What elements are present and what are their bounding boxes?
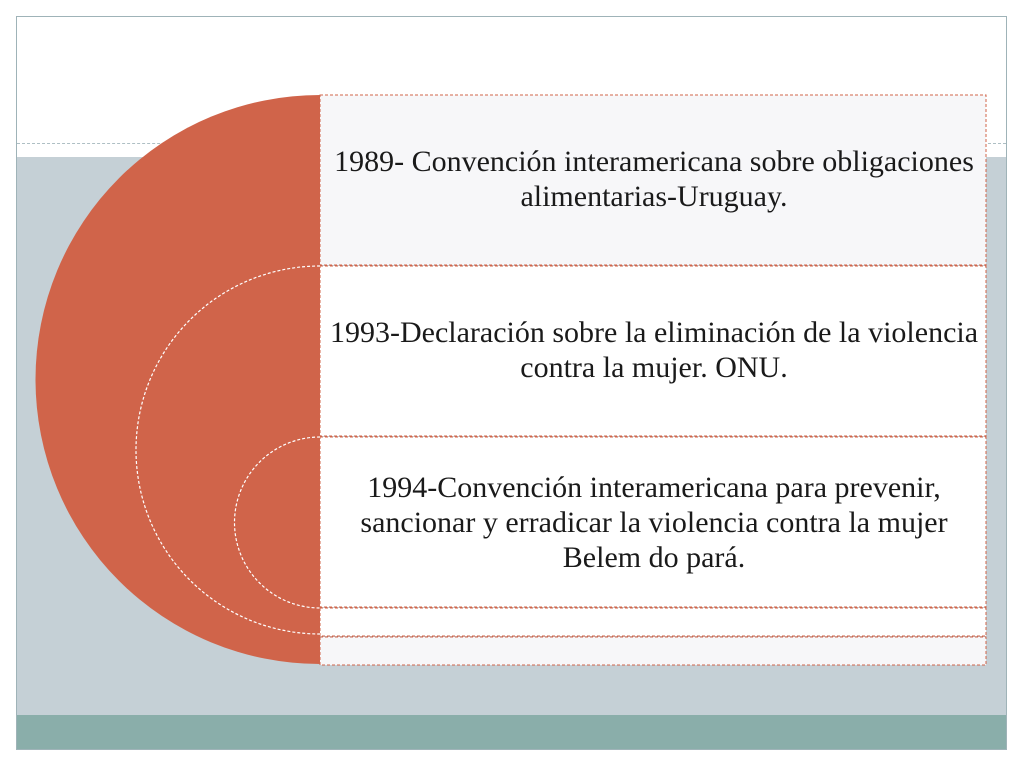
timeline-item-1994: 1994-Convención interamericana para prevenir, sancionar y erradicar la violencia contra la mujer Belem do pará. bbox=[360, 471, 948, 574]
timeline-item-1993: 1993-Declaración sobre la eliminación de la violencia contra la mujer. ONU. bbox=[329, 316, 979, 384]
row-5-background bbox=[320, 637, 986, 665]
timeline-item-1989: 1989- Convención interamericana sobre obligaciones alimentarias-Uruguay. bbox=[334, 145, 974, 213]
outer-arc bbox=[35, 95, 320, 664]
row-4-background bbox=[320, 608, 986, 636]
